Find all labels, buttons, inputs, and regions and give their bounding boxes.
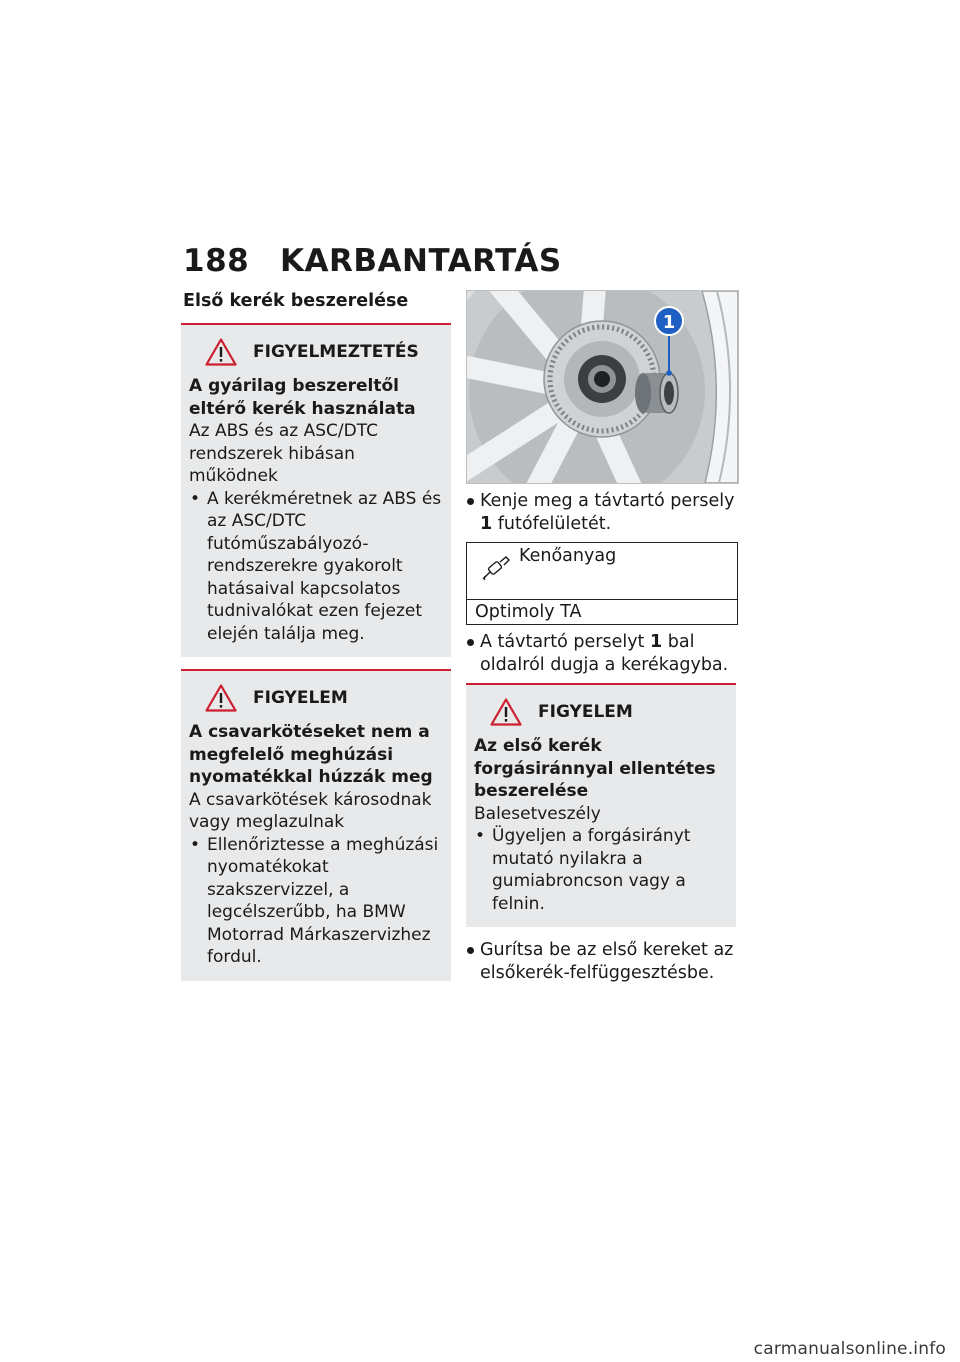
step-text: A távtartó perselyt bbox=[480, 632, 650, 652]
page-number: 188 bbox=[183, 243, 250, 279]
warning-label: FIGYELMEZTETÉS bbox=[253, 342, 419, 362]
warning-text: A csavarkötések károsodnak vagy meglazulnak bbox=[189, 789, 432, 832]
warning-title: Az első kerék forgásiránnyal ellentétes beszerelése bbox=[474, 736, 716, 801]
warning-label: FIGYELEM bbox=[538, 702, 633, 722]
lubricant-header bbox=[467, 543, 737, 600]
warning-bullet: • Ügyeljen a forgásirányt mutató nyilakra a gumiabroncson vagy a felnin. bbox=[474, 825, 728, 915]
warning-header bbox=[205, 337, 443, 367]
step-item bbox=[466, 490, 736, 536]
step-ref: 1 bbox=[649, 632, 663, 652]
right-column bbox=[466, 290, 736, 991]
watermark[interactable]: carmanualsonline.info bbox=[753, 1339, 946, 1359]
left-column bbox=[181, 290, 451, 993]
warning-bullet: • Ellenőriztesse a meghúzási nyomatékokat szakszervizzel, a legcélszerűbb, ha BMW Motorrad Márkaszervizhez fordul. bbox=[189, 834, 443, 969]
callout-number: 1 bbox=[662, 312, 676, 333]
steps-1 bbox=[466, 490, 736, 536]
warning-triangle-icon bbox=[205, 684, 237, 712]
warning-text: Balesetveszély bbox=[474, 803, 601, 824]
warning-bullets bbox=[474, 825, 728, 915]
step-text: bal oldalról dugja a kerékagyba. bbox=[480, 632, 729, 675]
steps-3 bbox=[466, 939, 736, 985]
steps-2 bbox=[466, 631, 736, 677]
lubricant-table bbox=[466, 542, 738, 625]
warning-title: A gyárilag beszereltől eltérő kerék használata bbox=[189, 376, 416, 419]
warning-label: FIGYELEM bbox=[253, 688, 348, 708]
warning-bullet: • A kerékméretnek az ABS és az ASC/DTC futóműszabályozó-rendszerekre gyakorolt hatásaival kapcsolatos tudnivalókat ezen fejezet elején találja meg. bbox=[189, 488, 443, 646]
warning-bullets bbox=[189, 488, 443, 646]
step-ref: 1 bbox=[480, 514, 493, 534]
warning-header bbox=[205, 683, 443, 713]
warning-box-1 bbox=[181, 323, 451, 657]
warning-header bbox=[490, 697, 728, 727]
warning-title: A csavarkötéseket nem a megfelelő meghúzási nyomatékkal húzzák meg bbox=[189, 722, 433, 787]
section-title: Első kerék beszerelése bbox=[183, 291, 409, 311]
lubricant-value: Optimoly TA bbox=[475, 602, 582, 622]
warning-triangle-icon bbox=[490, 698, 522, 726]
warning-box-2 bbox=[181, 669, 451, 981]
warning-box-3 bbox=[466, 683, 736, 927]
page-header bbox=[183, 243, 783, 283]
warning-text: Az ABS és az ASC/DTC rendszerek hibásan működnek bbox=[189, 421, 378, 486]
grease-gun-icon bbox=[481, 555, 511, 581]
step-text: futófelületét. bbox=[492, 514, 612, 534]
warning-bullets bbox=[189, 834, 443, 969]
chapter-title: KARBANTARTÁS bbox=[280, 243, 562, 279]
wheel-hub-figure bbox=[466, 290, 739, 484]
step-item: Gurítsa be az első kereket az elsőkerék-felfüggesztésbe. bbox=[466, 939, 736, 985]
warning-triangle-icon bbox=[205, 338, 237, 366]
spacer-bushing bbox=[635, 373, 678, 413]
step-item bbox=[466, 631, 736, 677]
lubricant-label: Kenőanyag bbox=[519, 546, 617, 566]
step-text: Kenje meg a távtartó persely bbox=[480, 491, 735, 511]
